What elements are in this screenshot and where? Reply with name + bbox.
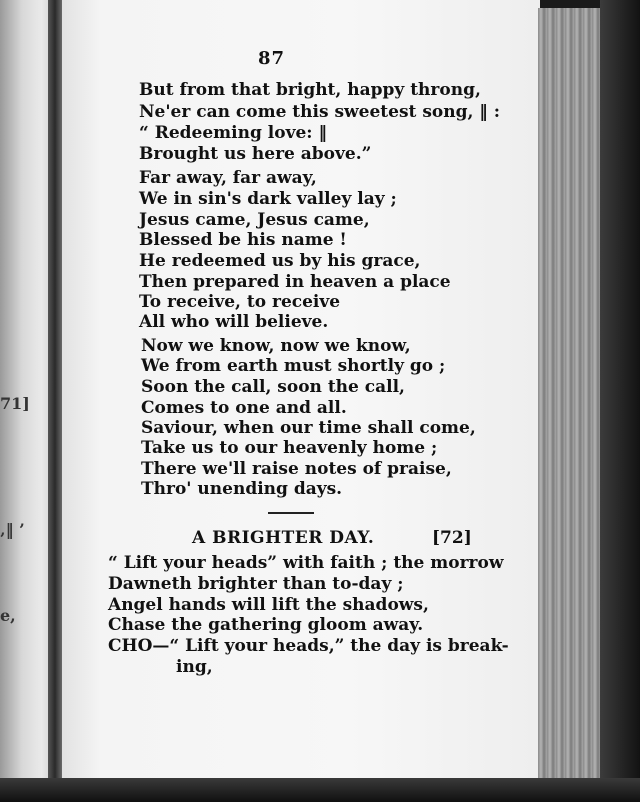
verse-line: All who will believe. [139,312,329,332]
page-stack-edge [538,8,600,783]
hymn-number: [72] [432,528,472,548]
verse-line: Jesus came, Jesus came, [139,210,370,230]
verse-line: Take us to our heavenly home ; [141,438,438,458]
verse-line: Brought us here above.” [139,144,372,164]
verse-line: “ Redeeming love: ‖ [139,123,327,143]
section-divider [268,512,314,514]
verse-line: Comes to one and all. [141,398,347,418]
verse-line: But from that bright, happy throng, [139,80,481,100]
verse-line: Far away, far away, [139,168,317,188]
left-margin-fragment: ‚‖ ’ [0,520,25,539]
page-number: 87 [258,48,286,69]
verse-line: Now we know, now we know, [141,336,411,356]
verse-line: He redeemed us by his grace, [139,251,421,271]
verse-line: To receive, to receive [139,292,341,312]
verse-line: Then prepared in heaven a place [139,272,451,292]
scan-border-bottom [0,778,640,802]
verse-line: “ Lift your heads” with faith ; the morrow [108,553,504,573]
verse-line: CHO—“ Lift your heads,” the day is break- [108,636,509,656]
verse-line: Saviour, when our time shall come, [141,418,476,438]
left-page-edge [0,0,55,780]
hymn-title: A BRIGHTER DAY. [192,528,375,548]
scan-border-right [600,0,640,802]
left-margin-fragment: e, [0,606,16,625]
verse-line: Angel hands will lift the shadows, [108,595,429,615]
verse-line: Blessed be his name ! [139,230,347,250]
verse-line: ing, [176,657,213,677]
verse-line: We from earth must shortly go ; [141,356,446,376]
verse-line: Dawneth brighter than to-day ; [108,574,404,594]
verse-line: Thro' unending days. [141,479,343,499]
verse-line: Chase the gathering gloom away. [108,615,424,635]
book-gutter [48,0,62,790]
left-margin-fragment: 71] [0,394,30,413]
verse-line: Ne'er can come this sweetest song, ‖ : [139,102,501,122]
verse-line: There we'll raise notes of praise, [141,459,452,479]
verse-line: Soon the call, soon the call, [141,377,405,397]
verse-line: We in sin's dark valley lay ; [139,189,397,209]
